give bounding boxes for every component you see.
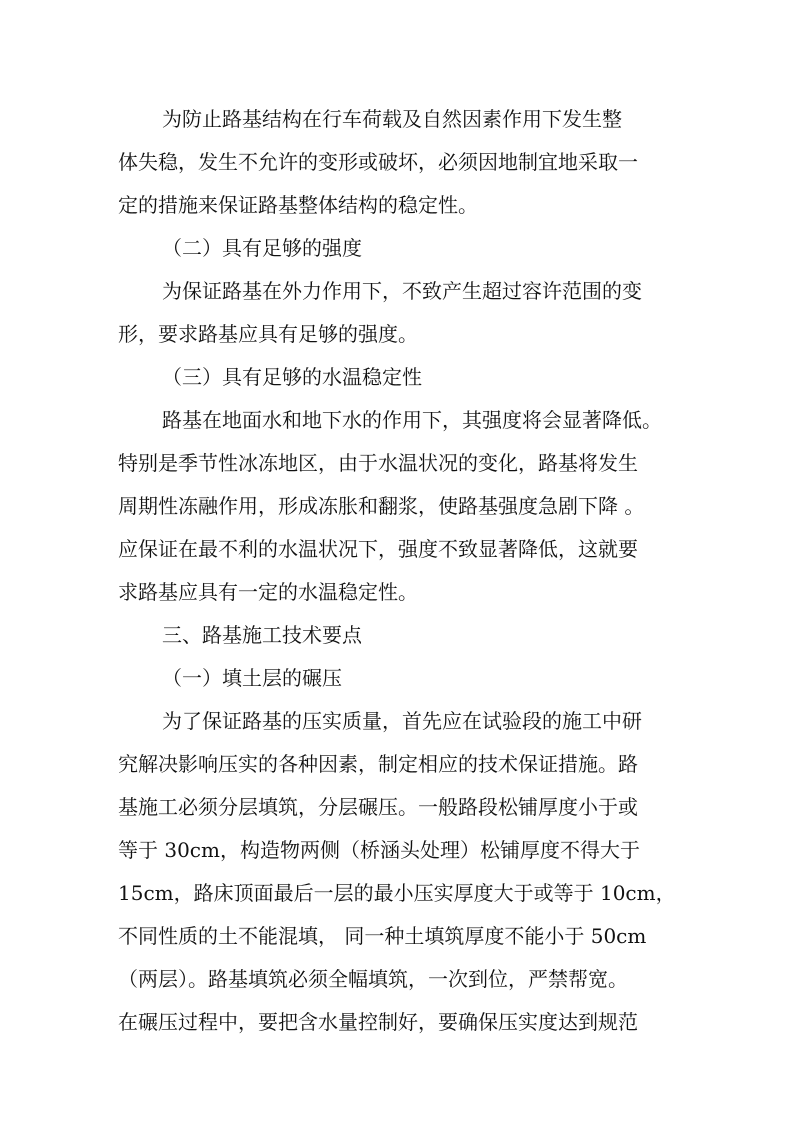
section-heading: （三）具有足够的水温稳定性 [162, 365, 422, 389]
section-heading: （一）填土层的碾压 [162, 666, 342, 690]
paragraph-line: 为保证路基在外力作用下，不致产生超过容许范围的变 [162, 279, 642, 303]
paragraph-line: 求路基应具有一定的水温稳定性。 [118, 580, 418, 604]
paragraph-line: 路基在地面水和地下水的作用下，其强度将会显著降低。 [162, 408, 662, 432]
paragraph-line: 为了保证路基的压实质量，首先应在试验段的施工中研 [162, 709, 642, 733]
paragraph-line: 基施工必须分层填筑，分层碾压。一般路段松铺厚度小于或 [118, 795, 638, 819]
paragraph-line: 周期性冻融作用，形成冻胀和翻浆，使路基强度急剧下降 。 [118, 494, 645, 518]
paragraph-line: （两层）。路基填筑必须全幅填筑，一次到位，严禁帮宽。 [118, 967, 628, 991]
paragraph-line: 形，要求路基应具有足够的强度。 [118, 322, 418, 346]
paragraph-line: 究解决影响压实的各种因素，制定相应的技术保证措施。路 [118, 752, 638, 776]
paragraph-line: 为防止路基结构在行车荷载及自然因素作用下发生整 [162, 107, 622, 131]
paragraph-line: 15cm，路床顶面最后一层的最小压实厚度大于或等于 10cm， [118, 881, 676, 905]
paragraph-line: 等于 30cm，构造物两侧（桥涵头处理）松铺厚度不得大于 [118, 838, 640, 862]
paragraph-line: 特别是季节性冰冻地区，由于水温状况的变化，路基将发生 [118, 451, 638, 475]
paragraph-line: 体失稳，发生不允许的变形或破坏，必须因地制宜地采取一 [118, 150, 638, 174]
section-heading: 三、路基施工技术要点 [162, 623, 362, 647]
paragraph-line: 在碾压过程中，要把含水量控制好，要确保压实度达到规范 [118, 1010, 638, 1034]
paragraph-line: 应保证在最不利的水温状况下，强度不致显著降低，这就要 [118, 537, 638, 561]
section-heading: （二）具有足够的强度 [162, 236, 362, 260]
paragraph-line: 不同性质的土不能混填， 同一种土填筑厚度不能小于 50cm [118, 924, 647, 948]
paragraph-line: 定的措施来保证路基整体结构的稳定性。 [118, 193, 478, 217]
